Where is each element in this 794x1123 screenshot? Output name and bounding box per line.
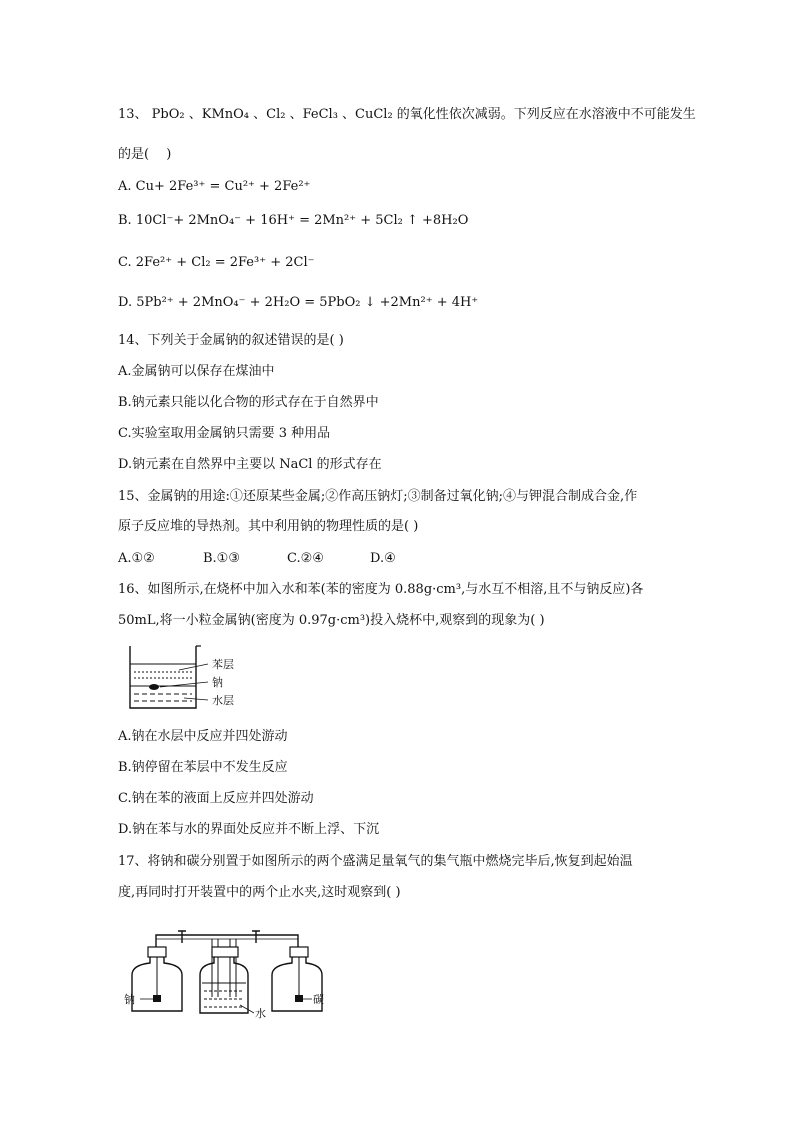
q15-option-c: C.②④	[287, 551, 324, 566]
label-benzene-layer: 苯层	[212, 658, 234, 671]
label-sodium-bottle: 钠	[124, 993, 135, 1006]
carbon-sample	[295, 995, 303, 1002]
q16-option-d: D.钠在苯与水的界面处反应并不断上浮、下沉	[118, 822, 380, 837]
label-water-layer: 水层	[212, 694, 234, 707]
q13-stem-line2: 的是( )	[118, 147, 172, 162]
q16-option-c: C.钠在苯的液面上反应并四处游动	[118, 791, 314, 806]
q13-option-d: D. 5Pb²⁺ + 2MnO₄⁻ + 2H₂O = 5PbO₂ ↓ +2Mn²⁺ + 4H⁺	[118, 295, 479, 310]
q14-option-d: D.钠元素在自然界中主要以 NaCl 的形式存在	[118, 457, 382, 472]
beaker-figure	[124, 644, 274, 714]
q16-stem-line1: 16、如图所示,在烧杯中加入水和苯(苯的密度为 0.88g·cm³,与水互不相溶,且不与钠反应)各	[118, 582, 644, 597]
q13-stem-line1: 13、 PbO₂ 、KMnO₄ 、Cl₂ 、FeCl₃ 、CuCl₂ 的氧化性依次减弱。下列反应在水溶液中不可能发生	[118, 107, 696, 122]
q13-option-a: A. Cu+ 2Fe³⁺ = Cu²⁺ + 2Fe²⁺	[118, 179, 311, 194]
q13-option-b: B. 10Cl⁻+ 2MnO₄⁻ + 16H⁺ = 2Mn²⁺ + 5Cl₂ ↑ +8H₂O	[118, 213, 469, 228]
sodium-sample	[153, 995, 161, 1002]
q16-option-b: B.钠停留在苯层中不发生反应	[118, 760, 288, 775]
q16-option-a: A.钠在水层中反应并四处游动	[118, 729, 288, 744]
q15-option-d: D.④	[370, 551, 396, 566]
q15-option-b: B.①③	[203, 551, 240, 566]
label-carbon: 碳	[313, 993, 324, 1006]
clamp-left	[178, 931, 186, 943]
q14-option-a: A.金属钠可以保存在煤油中	[118, 364, 275, 379]
q15-stem-line1: 15、金属钠的用途:①还原某些金属;②作高压钠灯;③制备过氧化钠;④与钾混合制成合金,作	[118, 489, 638, 504]
label-sodium: 钠	[212, 676, 223, 689]
q13-option-c: C. 2Fe²⁺ + Cl₂ = 2Fe³⁺ + 2Cl⁻	[118, 255, 315, 270]
q17-stem-line2: 度,再同时打开装置中的两个止水夹,这时观察到( )	[118, 885, 401, 900]
q14-option-b: B.钠元素只能以化合物的形式存在于自然界中	[118, 395, 379, 410]
clamp-right	[252, 931, 260, 943]
q16-stem-line2: 50mL,将一小粒金属钠(密度为 0.97g·cm³)投入烧杯中,观察到的现象为( )	[118, 613, 545, 628]
label-water: 水	[255, 1007, 266, 1020]
q15-option-a: A.①②	[118, 551, 155, 566]
q14-stem: 14、下列关于金属钠的叙述错误的是( )	[118, 333, 344, 348]
q15-stem-line2: 原子反应堆的导热剂。其中利用钠的物理性质的是( )	[118, 519, 419, 534]
q14-option-c: C.实验室取用金属钠只需要 3 种用品	[118, 426, 331, 441]
gas-bottles-figure	[120, 925, 330, 1020]
sodium-piece	[149, 684, 159, 690]
q17-stem-line1: 17、将钠和碳分别置于如图所示的两个盛满足量氧气的集气瓶中燃烧完毕后,恢复到起始温	[118, 854, 633, 869]
